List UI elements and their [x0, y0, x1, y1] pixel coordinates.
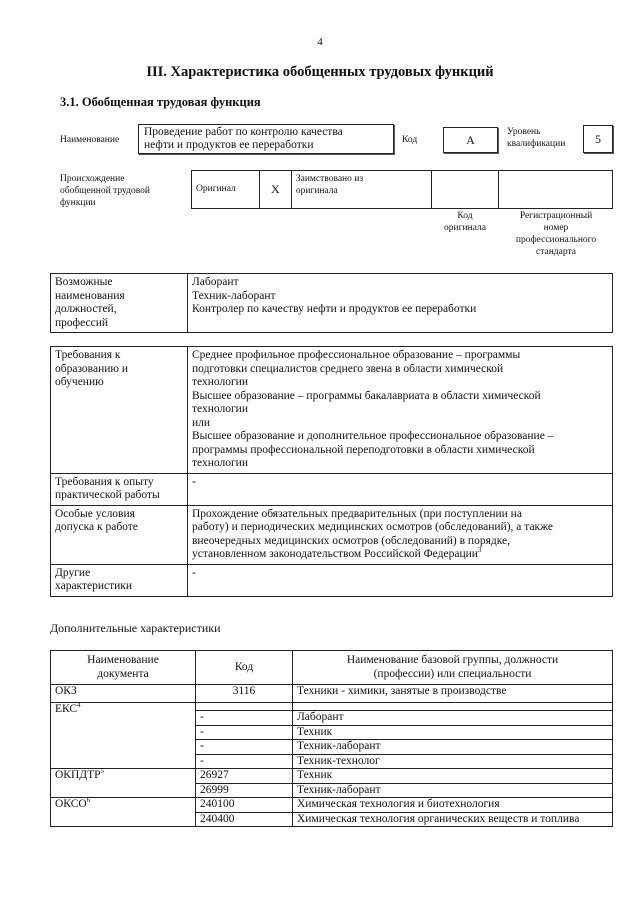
code-caption [431, 210, 499, 234]
code-caption-line2: оригинала [444, 223, 486, 233]
education-text [188, 347, 613, 474]
education-label-line3: обучению [55, 376, 104, 388]
table-row [51, 798, 613, 813]
admission-label-line2: допуска к работе [55, 521, 138, 533]
positions-label-line3: должностей, [55, 303, 117, 315]
section-title: III. Характеристика обобщенных трудовых функций [146, 64, 494, 80]
table-row [51, 685, 613, 703]
education-line: Высшее образование и дополнительное профессиональное образование – [192, 430, 554, 442]
admission-line: внеочередных медицинских осмотров (обследований) в порядке, [192, 534, 511, 547]
additional-heading: Дополнительные характеристики [50, 621, 221, 635]
function-name-box [138, 124, 394, 154]
eks-doc [51, 703, 196, 769]
original-label: Оригинал [192, 171, 260, 209]
spacer-row [51, 703, 613, 711]
origin-label [60, 173, 150, 209]
okso-code: 240100 [196, 798, 293, 813]
spacer-cell [293, 703, 613, 711]
borrowed-label [291, 171, 431, 209]
col-name-header-line2: (профессии) или специальности [373, 667, 532, 680]
okso-name: Химическая технология и биотехнология [293, 798, 613, 813]
code-caption-line1: Код [457, 211, 473, 221]
original-code-cell [431, 171, 499, 209]
positions-table [50, 273, 613, 333]
education-line: Высшее образование – программы бакалавриата в области химической [192, 389, 541, 402]
okz-doc: ОКЗ [51, 685, 196, 703]
position-item: Техник-лаборант [192, 289, 276, 302]
col-doc-header-line2: документа [97, 667, 149, 680]
experience-label [51, 473, 188, 505]
okpdtr-name: Техник-лаборант [293, 783, 613, 798]
admission-label-line1: Особые условия [55, 507, 135, 520]
eks-code: - [196, 754, 293, 769]
positions-list [188, 274, 613, 333]
education-line: технологии [192, 457, 248, 469]
experience-label-line2: практической работы [55, 489, 160, 501]
admission-line: работу) и периодических медицинских осмотров (обследований), а также [192, 521, 554, 533]
okso-name: Химическая технология органических веществ и топлива [293, 812, 613, 827]
code-value-box [443, 127, 498, 153]
okso-doc-text: ОКСО [55, 798, 87, 810]
experience-value: - [188, 473, 613, 505]
positions-label-line4: профессий [55, 316, 109, 329]
reg-number-cell [499, 171, 613, 209]
position-item: Лаборант [192, 276, 239, 288]
eks-code: - [196, 740, 293, 755]
level-label [507, 126, 565, 150]
other-label-line2: характеристики [55, 580, 133, 592]
requirements-table [50, 346, 613, 597]
col-doc-header-line1: Наименование [87, 654, 159, 666]
education-label-line1: Требования к [55, 349, 121, 361]
other-value: - [188, 564, 613, 596]
admission-text [188, 505, 613, 564]
name-label: Наименование [60, 135, 120, 145]
level-label-line2: квалификации [507, 139, 566, 149]
spacer-cell [196, 703, 293, 711]
education-line: или [192, 416, 211, 429]
admission-line-text: установленном законодательством Российской Федерации [192, 548, 478, 560]
okpdtr-code: 26927 [196, 769, 293, 784]
function-name-line2: нефти и продуктов ее переработки [144, 139, 314, 151]
eks-code: - [196, 725, 293, 740]
origin-label-line3: функции [60, 198, 96, 208]
col-name-header [293, 651, 613, 685]
experience-label-line1: Требования к опыту [55, 475, 154, 488]
origin-label-line2: обобщенной трудовой [60, 186, 150, 196]
footnote-6: 6 [86, 796, 91, 805]
okso-code: 240400 [196, 812, 293, 827]
function-subtitle: 3.1. Обобщенная трудовая функция [60, 95, 261, 109]
borrowed-label-line1: Заимствовано из [295, 174, 364, 184]
eks-name: Лаборант [293, 711, 613, 726]
code-label: Код [402, 135, 418, 145]
admission-line: Прохождение обязательных предварительных (при поступлении на [192, 507, 522, 520]
admission-label [51, 505, 188, 564]
footnote-5: 5 [100, 767, 105, 776]
positions-label-line1: Возможные [55, 276, 113, 288]
okpdtr-doc [51, 769, 196, 798]
position-item: Контролер по качеству нефти и продуктов ее переработки [192, 303, 477, 315]
level-label-line1: Уровень [507, 127, 541, 137]
code-value: А [466, 132, 475, 147]
function-name-line1: Проведение работ по контролю качества [144, 126, 343, 138]
positions-label [51, 274, 188, 333]
borrowed-label-line2: оригинала [295, 186, 338, 196]
okpdtr-code: 26999 [196, 783, 293, 798]
table-row [51, 769, 613, 784]
admission-line [192, 548, 608, 562]
col-name-header-line1: Наименование базовой группы, должности [346, 654, 559, 666]
okso-doc [51, 798, 196, 827]
education-line: программы профессиональной переподготовки в области химической [192, 443, 535, 456]
okpdtr-doc-text: ОКПДТР [55, 769, 101, 781]
eks-name: Техник [293, 725, 613, 740]
origin-table [191, 170, 613, 209]
original-mark: Х [259, 171, 291, 209]
eks-doc-text: ЕКС [55, 703, 78, 715]
okpdtr-name: Техник [293, 769, 613, 784]
eks-name: Техник-лаборант [293, 740, 613, 755]
other-label [51, 564, 188, 596]
reg-caption-line3: профессионального [515, 235, 597, 245]
okz-name: Техники - химики, занятые в производстве [293, 685, 613, 703]
reg-caption-line2: номер [543, 223, 569, 233]
eks-name: Техник-технолог [293, 754, 613, 769]
level-value-box [583, 125, 613, 153]
additional-table [50, 650, 613, 827]
footnote-3: 3 [477, 546, 482, 555]
col-doc-header [51, 651, 196, 685]
eks-code: - [196, 711, 293, 726]
level-value: 5 [595, 131, 601, 146]
okz-code: 3116 [196, 685, 293, 703]
education-line: технологии [192, 376, 248, 388]
education-label-line2: образованию и [55, 362, 128, 375]
education-line: подготовки специалистов среднего звена в области химической [192, 362, 504, 375]
positions-label-line2: наименования [55, 289, 125, 302]
origin-label-line1: Происхождение [60, 174, 125, 184]
reg-caption-line1: Регистрационный [519, 211, 593, 221]
reg-caption-line4: стандарта [536, 247, 576, 257]
other-label-line1: Другие [55, 566, 91, 579]
education-label [51, 347, 188, 474]
reg-caption [499, 210, 613, 258]
page-number: 4 [317, 36, 323, 48]
education-line: технологии [192, 403, 248, 415]
col-code-header: Код [196, 651, 293, 685]
footnote-4: 4 [77, 701, 81, 710]
education-line: Среднее профильное профессиональное образование – программы [192, 349, 521, 361]
